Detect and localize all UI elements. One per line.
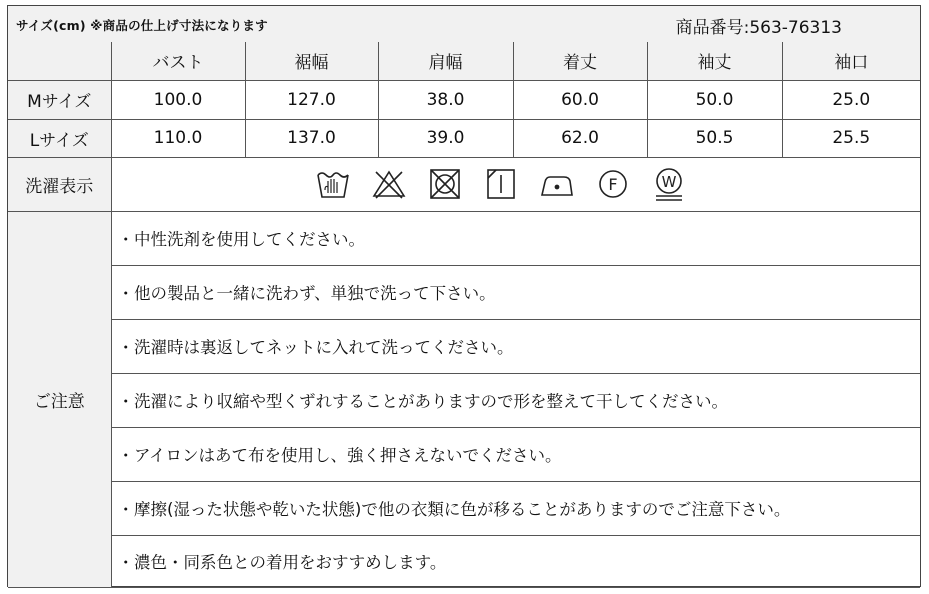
table-cell: 62.0 [513,119,647,157]
corner-cell [8,42,111,80]
dry-clean-f-icon [596,167,630,201]
note-item: ・濃色・同系色との着用をおすすめします。 [111,535,920,587]
column-header: バスト [111,42,245,80]
table-cell: 50.0 [647,80,782,119]
size-note: サイズ(cm) ※商品の仕上げ寸法になります [16,18,268,33]
hand-wash-icon [316,167,350,201]
size-row-label: Mサイズ [8,80,111,119]
line-dry-icon [484,167,518,201]
note-item: ・アイロンはあて布を使用し、強く押さえないでください。 [111,427,920,481]
title-bar [8,6,920,43]
column-header: 裾幅 [245,42,378,80]
column-header: 袖丈 [647,42,782,80]
column-header: 肩幅 [378,42,513,80]
table-cell: 38.0 [378,80,513,119]
notes-label: ご注意 [8,211,111,587]
note-item: ・中性洗剤を使用してください。 [111,211,920,265]
table-cell: 110.0 [111,119,245,157]
table-cell: 127.0 [245,80,378,119]
size-table [8,42,920,588]
table-cell: 100.0 [111,80,245,119]
table-cell: 39.0 [378,119,513,157]
dry-clean-letter: F [608,175,618,194]
no-tumble-dry-icon [428,167,462,201]
wet-clean-letter: W [661,173,677,191]
size-chart-sheet [7,5,921,587]
care-label: 洗濯表示 [8,157,111,211]
table-cell: 60.0 [513,80,647,119]
iron-low-icon [540,167,574,201]
care-symbols [111,157,920,211]
product-number: 商品番号:563-76313 [675,18,842,38]
table-cell: 25.0 [782,80,920,119]
table-cell: 137.0 [245,119,378,157]
no-bleach-icon [372,167,406,201]
wet-clean-w-icon [652,167,686,201]
note-item: ・洗濯により収縮や型くずれすることがありますので形を整えて干してください。 [111,373,920,427]
note-item: ・洗濯時は裏返してネットに入れて洗ってください。 [111,319,920,373]
note-item: ・他の製品と一緒に洗わず、単独で洗って下さい。 [111,265,920,319]
note-item: ・摩擦(湿った状態や乾いた状態)で他の衣類に色が移ることがありますのでご注意下さい。 [111,481,920,535]
column-header: 着丈 [513,42,647,80]
table-cell: 25.5 [782,119,920,157]
column-header: 袖口 [782,42,920,80]
table-cell: 50.5 [647,119,782,157]
size-row-label: Lサイズ [8,119,111,157]
